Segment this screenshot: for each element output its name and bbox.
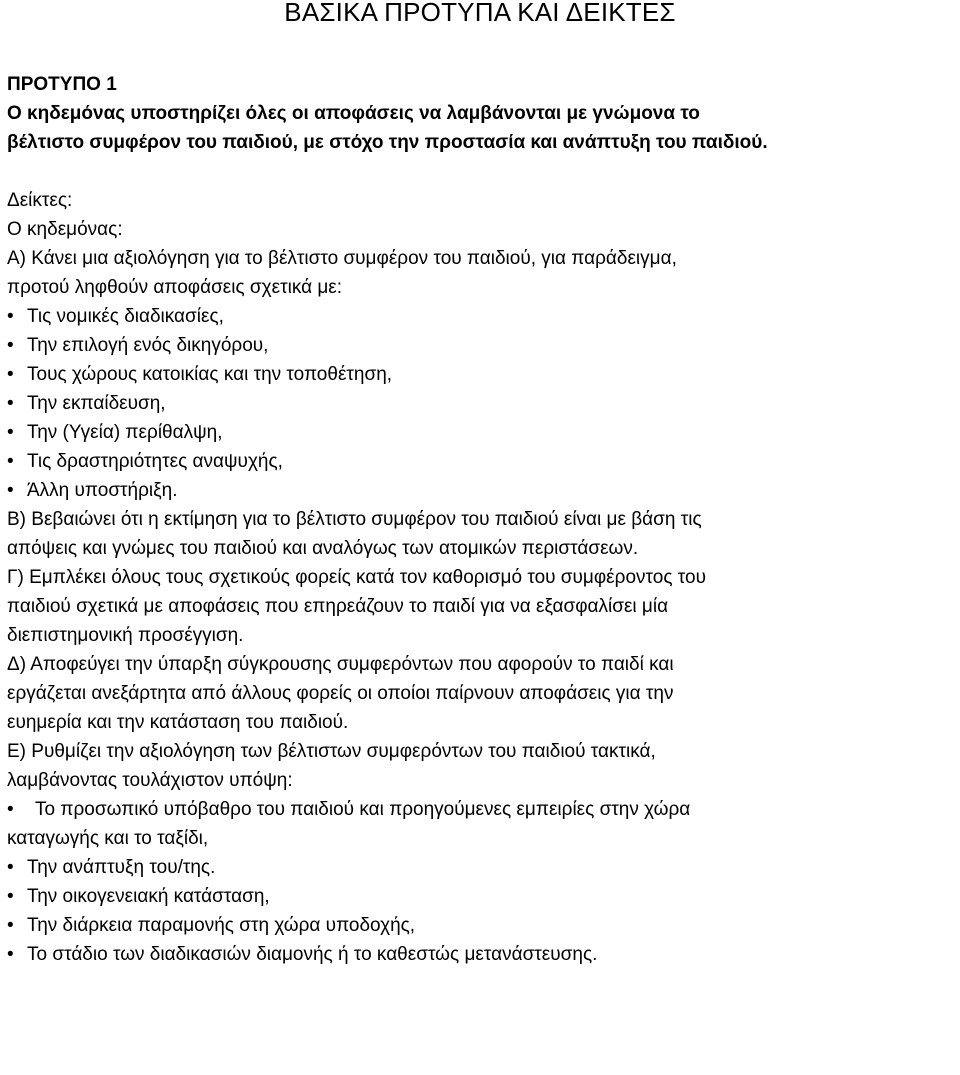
indicator-a-bullet-list bbox=[7, 302, 956, 505]
indicator-e-bullet-list bbox=[7, 795, 956, 969]
list-item-text: Την οικογενειακή κατάσταση, bbox=[27, 886, 270, 907]
list-item-text: Την ανάπτυξη του/της. bbox=[27, 857, 216, 878]
list-item-text: Τις νομικές διαδικασίες, bbox=[27, 306, 224, 327]
list-item bbox=[7, 418, 956, 447]
standard-heading: ΠΡΟΤΥΠΟ 1 bbox=[7, 74, 117, 95]
bullet-icon: • bbox=[7, 451, 14, 472]
indicator-b-line-2: απόψεις και γνώμες του παιδιού και αναλόγως των ατομικών περιστάσεων. bbox=[7, 538, 639, 559]
bullet-icon: • bbox=[7, 306, 14, 327]
list-item-text: Άλλη υποστήριξη. bbox=[27, 480, 178, 501]
list-item bbox=[7, 360, 956, 389]
list-item bbox=[7, 476, 956, 505]
list-item bbox=[7, 853, 956, 882]
standard-statement-line-1: Ο κηδεμόνας υποστηρίζει όλες οι αποφάσεις να λαμβάνονται με γνώμονα το bbox=[7, 103, 700, 124]
indicator-a-line-2: προτού ληφθούν αποφάσεις σχετικά με: bbox=[7, 277, 343, 298]
indicator-d-line-2: εργάζεται ανεξάρτητα από άλλους φορείς οι οποίοι παίρνουν αποφάσεις για την bbox=[7, 683, 674, 704]
indicator-d-line-1: Δ) Αποφεύγει την ύπαρξη σύγκρουσης συμφερόντων που αφορούν το παιδί και bbox=[7, 654, 674, 675]
bullet-icon: • bbox=[7, 335, 14, 356]
indicators-subject: Ο κηδεμόνας: bbox=[7, 219, 123, 240]
indicator-c-line-3: διεπιστημονική προσέγγιση. bbox=[7, 625, 244, 646]
bullet-icon: • bbox=[7, 915, 14, 936]
list-item bbox=[7, 882, 956, 911]
indicator-a-line-1: Α) Κάνει μια αξιολόγηση για το βέλτιστο συμφέρον του παιδιού, για παράδειγμα, bbox=[7, 248, 677, 269]
indicator-c-line-2: παιδιού σχετικά με αποφάσεις που επηρεάζουν το παιδί για να εξασφαλίσει μία bbox=[7, 596, 669, 617]
bullet-icon: • bbox=[7, 799, 14, 820]
indicators-label: Δείκτες: bbox=[7, 190, 73, 211]
list-item-text: Το προσωπικό υπόβαθρο του παιδιού και προηγούμενες εμπειρίες στην χώρα bbox=[35, 799, 691, 820]
list-item bbox=[7, 940, 956, 969]
document-body bbox=[7, 70, 956, 969]
bullet-icon: • bbox=[7, 422, 14, 443]
list-item-text: Την (Υγεία) περίθαλψη, bbox=[27, 422, 223, 443]
indicator-d-line-3: ευημερία και την κατάσταση του παιδιού. bbox=[7, 712, 349, 733]
bullet-icon: • bbox=[7, 393, 14, 414]
indicator-e-line-1: Ε) Ρυθμίζει την αξιολόγηση των βέλτιστων συμφερόντων του παιδιού τακτικά, bbox=[7, 741, 656, 762]
list-item-continuation: καταγωγής και το ταξίδι, bbox=[7, 828, 209, 849]
indicator-c-line-1: Γ) Εμπλέκει όλους τους σχετικούς φορείς κατά τον καθορισμό του συμφέροντος του bbox=[7, 567, 706, 588]
bullet-icon: • bbox=[7, 886, 14, 907]
list-item bbox=[7, 911, 956, 940]
list-item bbox=[7, 331, 956, 360]
bullet-icon: • bbox=[7, 480, 14, 501]
standard-statement-line-2: βέλτιστο συμφέρον του παιδιού, με στόχο την προστασία και ανάπτυξη του παιδιού. bbox=[7, 132, 768, 153]
bullet-icon: • bbox=[7, 364, 14, 385]
indicator-e-line-2: λαμβάνοντας τουλάχιστον υπόψη: bbox=[7, 770, 293, 791]
document-title: ΒΑΣΙΚΑ ΠΡΟΤΥΠΑ ΚΑΙ ΔΕΙΚΤΕΣ bbox=[284, 0, 676, 27]
list-item bbox=[7, 447, 956, 476]
bullet-icon: • bbox=[7, 944, 14, 965]
indicator-b-line-1: Β) Βεβαιώνει ότι η εκτίμηση για το βέλτιστο συμφέρον του παιδιού είναι με βάση τις bbox=[7, 509, 702, 530]
list-item-text: Τους χώρους κατοικίας και την τοποθέτηση, bbox=[27, 364, 393, 385]
bullet-icon: • bbox=[7, 857, 14, 878]
list-item-text: Την εκπαίδευση, bbox=[27, 393, 166, 414]
list-item bbox=[7, 795, 956, 824]
list-item-text: Την διάρκεια παραμονής στη χώρα υποδοχής, bbox=[27, 915, 416, 936]
paragraph-spacer bbox=[7, 157, 956, 186]
list-item-text: Το στάδιο των διαδικασιών διαμονής ή το καθεστώς μετανάστευσης. bbox=[27, 944, 598, 965]
list-item-text: Τις δραστηριότητες αναψυχής, bbox=[27, 451, 283, 472]
list-item bbox=[7, 389, 956, 418]
list-item bbox=[7, 302, 956, 331]
list-item-text: Την επιλογή ενός δικηγόρου, bbox=[27, 335, 269, 356]
